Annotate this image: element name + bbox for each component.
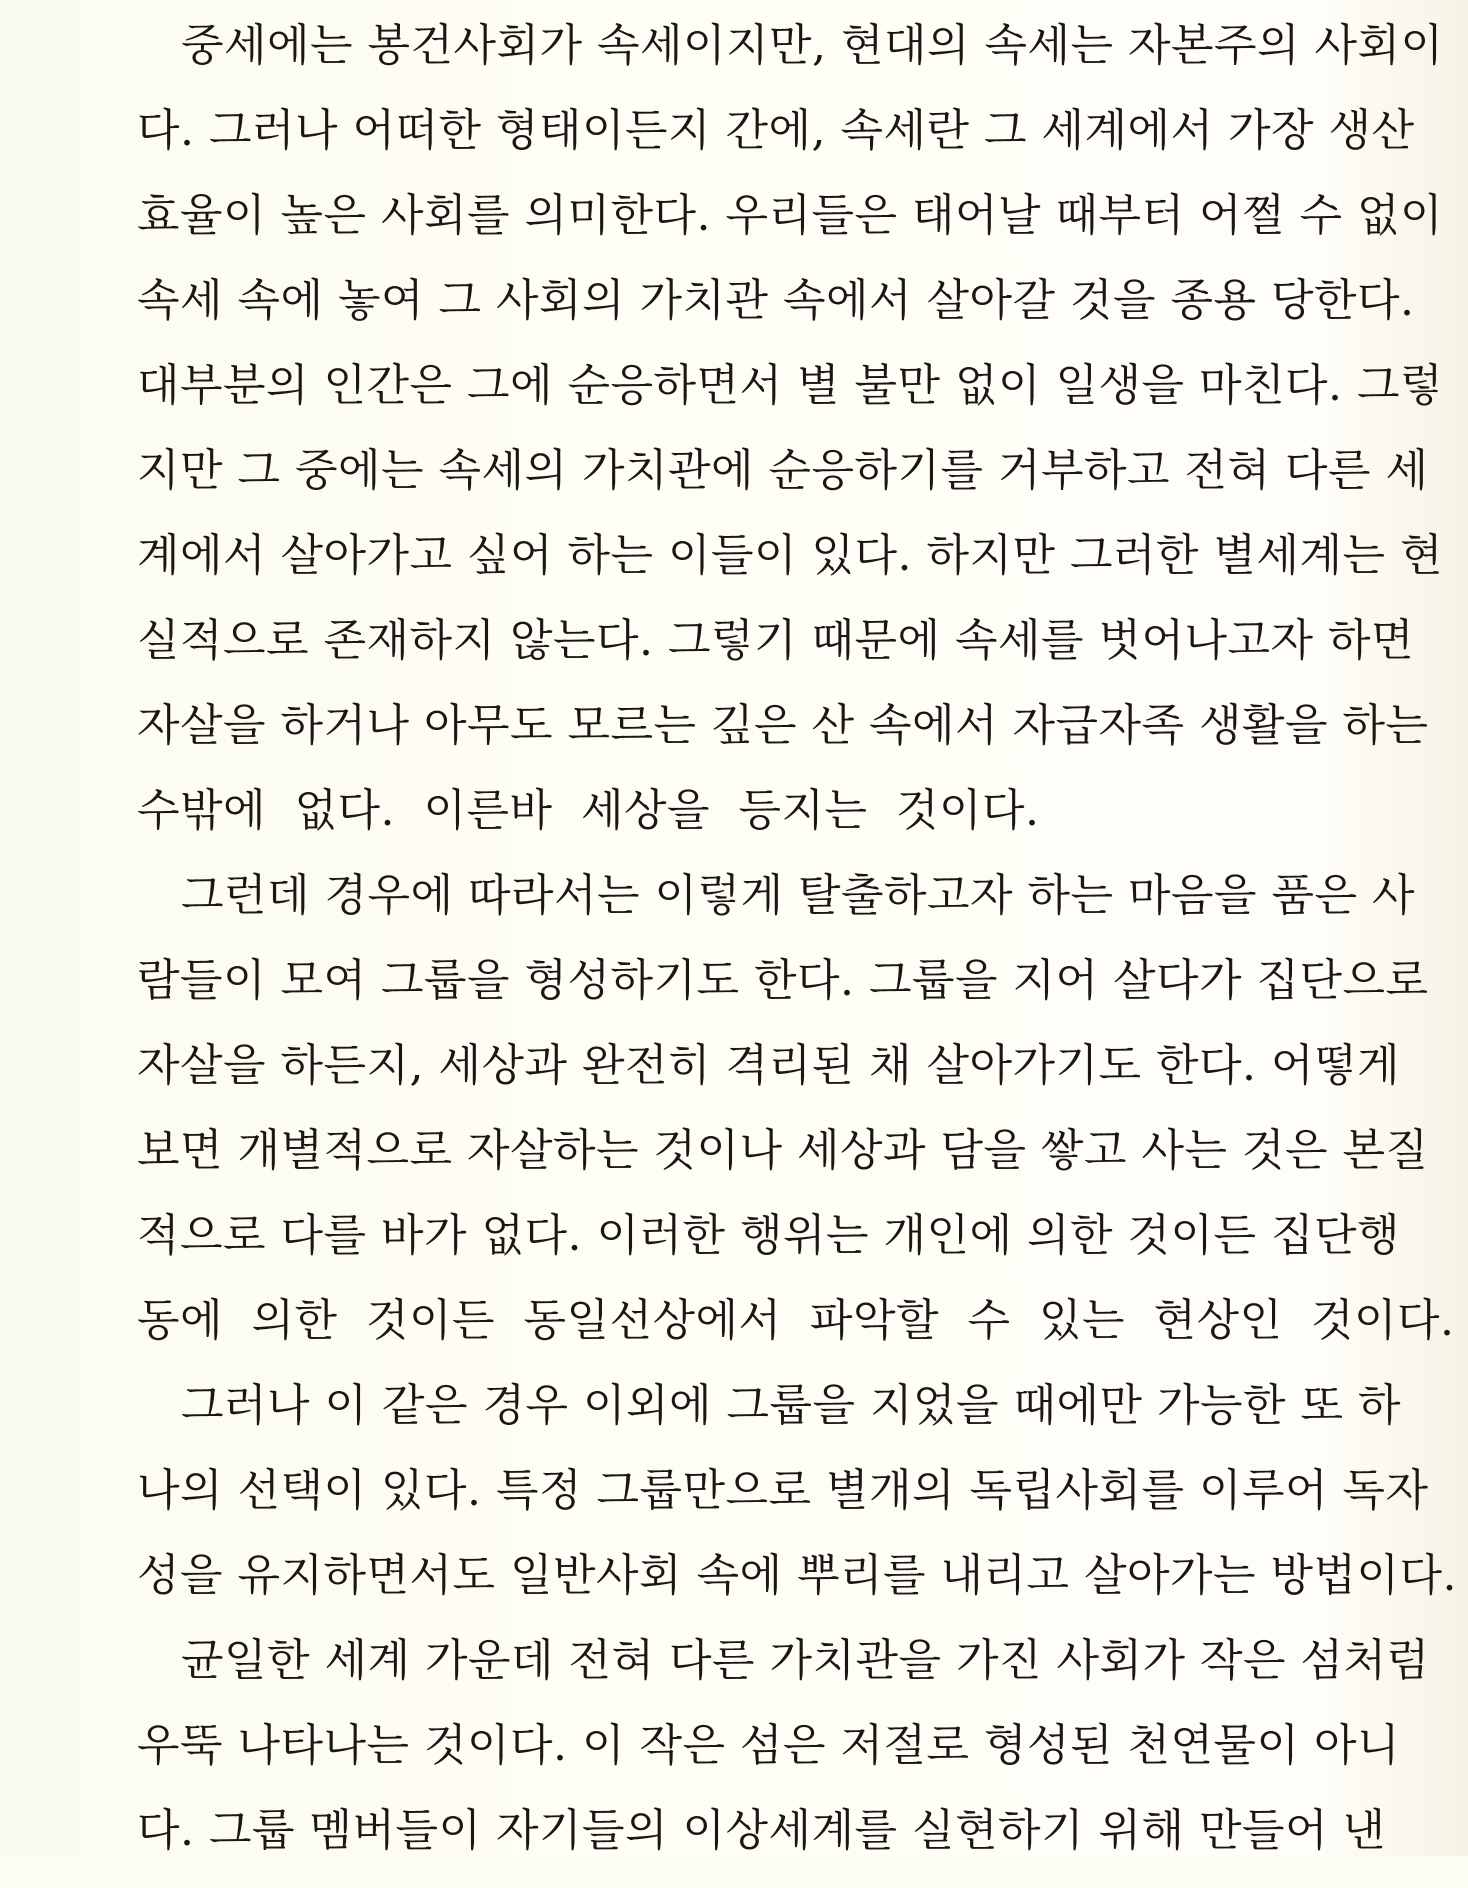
text-line: 동에 의한 것이든 동일선상에서 파악할 수 있는 현상인 것이다.	[137, 1295, 1455, 1346]
text-line: 실적으로 존재하지 않는다. 그렇기 때문에 속세를 벗어나고자 하면	[137, 615, 1414, 666]
text-line: 효율이 높은 사회를 의미한다. 우리들은 태어날 때부터 어쩔 수 없이	[137, 190, 1443, 241]
text-line: 다. 그룹 멤버들이 자기들의 이상세계를 실현하기 위해 만들어 낸	[137, 1805, 1386, 1856]
text-line: 지만 그 중에는 속세의 가치관에 순응하기를 거부하고 전혀 다른 세	[137, 445, 1429, 496]
text-line: 중세에는 봉건사회가 속세이지만, 현대의 속세는 자본주의 사회이	[181, 20, 1444, 71]
paragraph-2	[137, 868, 1455, 1378]
text-line: 그런데 경우에 따라서는 이렇게 탈출하고자 하는 마음을 품은 사	[181, 870, 1415, 921]
text-line: 속세 속에 놓여 그 사회의 가치관 속에서 살아갈 것을 종용 당한다.	[137, 275, 1415, 326]
text-line: 자살을 하든지, 세상과 완전히 격리된 채 살아가기도 한다. 어떻게	[137, 1040, 1400, 1091]
text-line: 우뚝 나타나는 것이다. 이 작은 섬은 저절로 형성된 천연물이 아니	[137, 1720, 1400, 1771]
text-line: 보면 개별적으로 자살하는 것이나 세상과 담을 쌓고 사는 것은 본질	[137, 1125, 1429, 1176]
text-line: 대부분의 인간은 그에 순응하면서 별 불만 없이 일생을 마친다. 그렇	[137, 360, 1443, 411]
body-text	[137, 18, 1457, 1888]
text-line: 계에서 살아가고 싶어 하는 이들이 있다. 하지만 그러한 별세계는 현	[137, 530, 1443, 581]
text-line: 나의 선택이 있다. 특정 그룹만으로 별개의 독립사회를 이루어 독자	[137, 1465, 1429, 1516]
text-line: 그러나 이 같은 경우 이외에 그룹을 지었을 때에만 가능한 또 하	[181, 1380, 1401, 1431]
text-line: 다. 그러나 어떠한 형태이든지 간에, 속세란 그 세계에서 가장 생산	[137, 105, 1415, 156]
text-line: 람들이 모여 그룹을 형성하기도 한다. 그룹을 지어 살다가 집단으로	[137, 955, 1429, 1006]
paragraph-3	[137, 1378, 1457, 1633]
text-line: 성을 유지하면서도 일반사회 속에 뿌리를 내리고 살아가는 방법이다.	[137, 1550, 1457, 1601]
paragraph-4	[137, 1633, 1430, 1888]
paragraph-1	[137, 18, 1444, 868]
text-line: 자살을 하거나 아무도 모르는 깊은 산 속에서 자급자족 생활을 하는	[137, 700, 1429, 751]
text-line: 균일한 세계 가운데 전혀 다른 가치관을 가진 사회가 작은 섬처럼	[181, 1635, 1430, 1686]
text-line: 적으로 다를 바가 없다. 이러한 행위는 개인에 의한 것이든 집단행	[137, 1210, 1400, 1261]
text-line: 수밖에 없다. 이른바 세상을 등지는 것이다.	[137, 785, 1040, 836]
